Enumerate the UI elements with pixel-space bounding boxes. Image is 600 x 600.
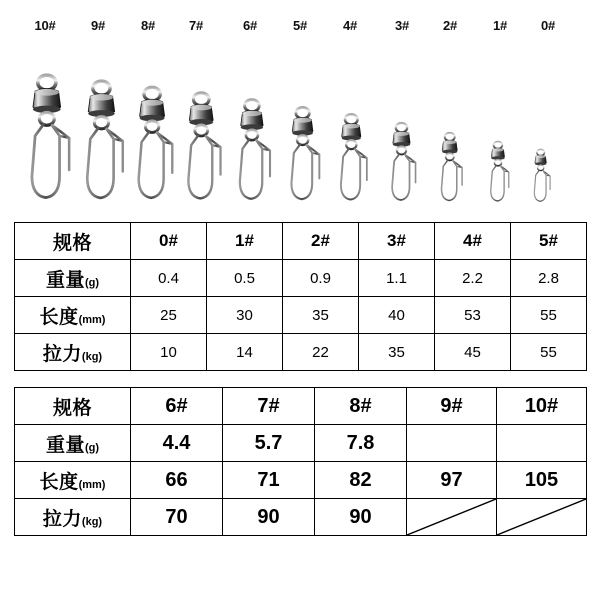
row2-label-weight-text: 重量 <box>45 434 85 456</box>
cell-pull-5: 55 <box>511 334 587 371</box>
row2-label-length-text: 长度 <box>39 471 79 493</box>
size-label-2: 2# <box>442 18 458 33</box>
table-gap <box>14 371 586 387</box>
cell-length-0: 25 <box>131 297 207 334</box>
cell2-pull-8: 90 <box>315 499 407 536</box>
row-label-weight-text: 重量 <box>45 269 85 291</box>
cell2-pull-7: 90 <box>223 499 315 536</box>
row2-unit-pull: (kg) <box>81 515 103 528</box>
cell2-length-7: 71 <box>223 462 315 499</box>
col2-header-8: 8# <box>315 388 407 425</box>
size-label-5: 5# <box>292 18 308 33</box>
cell-length-2: 35 <box>283 297 359 334</box>
size-label-4: 4# <box>342 18 358 33</box>
col2-header-6: 6# <box>131 388 223 425</box>
cell2-length-8: 82 <box>315 462 407 499</box>
cell2-weight-6: 4.4 <box>131 425 223 462</box>
table-row-header <box>15 388 587 425</box>
size-label-0: 0# <box>540 18 556 33</box>
swivel-item-2 <box>436 131 467 204</box>
col-header-5: 5# <box>511 223 587 260</box>
spec2-header-label: 规格 <box>15 388 131 425</box>
row-label-length-text: 长度 <box>39 306 79 328</box>
spec-header-label: 规格 <box>15 223 131 260</box>
cell-weight-0: 0.4 <box>131 260 207 297</box>
swivel-item-5 <box>284 105 326 204</box>
col2-header-10: 10# <box>497 388 587 425</box>
cell2-pull-6: 70 <box>131 499 223 536</box>
cell-pull-0: 10 <box>131 334 207 371</box>
table-row-pull <box>15 499 587 536</box>
cell-weight-4: 2.2 <box>435 260 511 297</box>
col-header-2: 2# <box>283 223 359 260</box>
col-header-1: 1# <box>207 223 283 260</box>
swivel-item-10 <box>22 72 78 204</box>
cell-length-1: 30 <box>207 297 283 334</box>
spec-table-0-to-5 <box>14 222 587 371</box>
table-row-weight <box>15 260 587 297</box>
cell2-weight-10 <box>497 425 587 462</box>
cell-pull-3: 35 <box>359 334 435 371</box>
swivel-item-9 <box>78 78 131 204</box>
row-label-length <box>15 297 131 334</box>
table-row-length <box>15 462 587 499</box>
cell2-length-9: 97 <box>407 462 497 499</box>
cell2-length-6: 66 <box>131 462 223 499</box>
cell-weight-1: 0.5 <box>207 260 283 297</box>
swivel-item-0 <box>530 148 554 204</box>
spec-table-6-to-10 <box>14 387 587 536</box>
table-row-weight <box>15 425 587 462</box>
size-label-3: 3# <box>394 18 410 33</box>
cell2-pull-9-empty <box>407 499 497 536</box>
cell-weight-3: 1.1 <box>359 260 435 297</box>
swivel-item-1 <box>486 140 513 204</box>
row2-unit-length: (mm) <box>78 478 106 491</box>
spec-tables <box>14 222 586 536</box>
cell-length-5: 55 <box>511 297 587 334</box>
cell-length-3: 40 <box>359 297 435 334</box>
swivel-item-6 <box>232 97 277 204</box>
swivel-item-3 <box>386 121 421 204</box>
size-label-1: 1# <box>492 18 508 33</box>
row2-label-pull-text: 拉力 <box>42 508 82 530</box>
cell-length-4: 53 <box>435 297 511 334</box>
table-row-length <box>15 297 587 334</box>
cell-weight-2: 0.9 <box>283 260 359 297</box>
swivel-item-8 <box>130 84 180 204</box>
product-illustration <box>0 0 600 212</box>
cell2-weight-9 <box>407 425 497 462</box>
size-label-7: 7# <box>188 18 204 33</box>
row2-label-pull <box>15 499 131 536</box>
row-label-weight <box>15 260 131 297</box>
cell-pull-4: 45 <box>435 334 511 371</box>
row-unit-weight: (g) <box>84 276 100 289</box>
col-header-3: 3# <box>359 223 435 260</box>
size-label-6: 6# <box>242 18 258 33</box>
size-label-row <box>0 18 600 38</box>
cell-weight-5: 2.8 <box>511 260 587 297</box>
cell-pull-2: 22 <box>283 334 359 371</box>
cell2-length-10: 105 <box>497 462 587 499</box>
cell-pull-1: 14 <box>207 334 283 371</box>
swivel-item-4 <box>334 112 373 204</box>
cell2-weight-7: 5.7 <box>223 425 315 462</box>
swivel-item-7 <box>180 90 228 204</box>
size-label-8: 8# <box>140 18 156 33</box>
col2-header-9: 9# <box>407 388 497 425</box>
table-row-header <box>15 223 587 260</box>
cell2-weight-8: 7.8 <box>315 425 407 462</box>
row2-unit-weight: (g) <box>84 441 100 454</box>
row-unit-length: (mm) <box>78 313 106 326</box>
row2-label-weight <box>15 425 131 462</box>
col-header-4: 4# <box>435 223 511 260</box>
col2-header-7: 7# <box>223 388 315 425</box>
size-label-10: 10# <box>34 18 56 33</box>
table-row-pull <box>15 334 587 371</box>
row-label-pull-text: 拉力 <box>42 343 82 365</box>
col-header-0: 0# <box>131 223 207 260</box>
row-label-pull <box>15 334 131 371</box>
cell2-pull-10-empty <box>497 499 587 536</box>
row2-label-length <box>15 462 131 499</box>
size-label-9: 9# <box>90 18 106 33</box>
row-unit-pull: (kg) <box>81 350 103 363</box>
